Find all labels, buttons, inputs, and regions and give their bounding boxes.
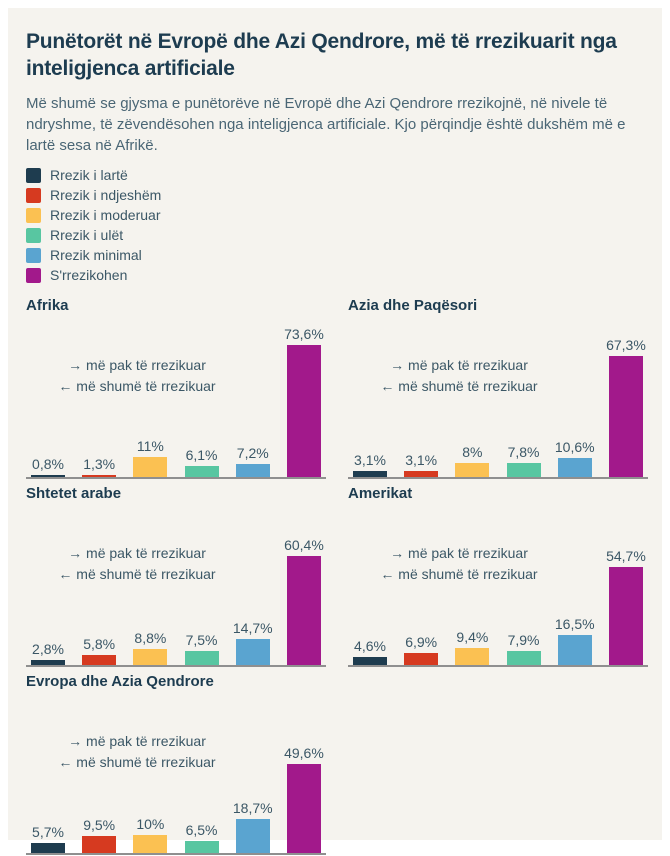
legend-label: Rrezik i lartë [50,167,128,184]
annotation-line-more-risk: ← më shumë të rrezikuar [380,566,538,583]
bar-group-rrezik-i-ndjesh-m [401,452,441,477]
bar-group-rrezik-i-lart [350,452,390,477]
annotation-line-less-risk: → më pak të rrezikuar [390,545,528,562]
bar-group-rrezik-minimal [233,620,273,665]
chart-plot [26,697,326,855]
bar-rrezik-i-lart [31,475,65,477]
legend-item-rrezik-i-ul-t [26,228,648,243]
bar-rrezik-i-ndjesh-m [82,475,116,477]
bar-rrezik-minimal [236,464,270,477]
legend-item-rrezik-minimal [26,248,648,263]
bar-group-rrezik-i-moderuar [452,629,492,665]
bar-value-label: 6,5% [185,822,218,839]
bar-value-label: 5,8% [83,636,116,653]
bar-rrezik-minimal [558,458,592,477]
bar-rrezik-i-ndjesh-m [404,653,438,665]
bar-value-label: 10% [136,816,165,833]
legend-swatch [26,188,41,203]
bar-value-label: 7,2% [236,445,269,462]
legend-label: Rrezik minimal [50,247,142,264]
bar-value-label: 2,8% [32,641,64,658]
legend-swatch [26,168,41,183]
bar-s-rrezikohen [287,556,321,665]
bar-group-rrezik-minimal [555,616,595,665]
bar-group-rrezik-i-lart [28,641,68,665]
legend-item-rrezik-i-lart [26,168,648,183]
bar-value-label: 67,3% [606,337,646,354]
annotation-line-less-risk: → më pak të rrezikuar [68,733,206,750]
chart-title: Azia dhe Paqësori [348,297,478,315]
direction-annotation [363,543,555,585]
bar-rrezik-i-ul-t [185,651,219,665]
legend-label: Rrezik i moderuar [50,207,161,224]
chart-plot [26,321,326,479]
bar-rrezik-i-moderuar [133,457,167,477]
chart-azia-dhe-paq-sori [348,297,648,479]
bar-value-label: 4,6% [354,638,386,655]
bar-rrezik-i-lart [353,657,387,665]
bar-group-rrezik-i-ul-t [504,632,544,665]
annotation-line-less-risk: → më pak të rrezikuar [68,545,206,562]
bar-value-label: 6,9% [405,634,438,651]
bar-group-s-rrezikohen [606,337,646,477]
bar-rrezik-i-moderuar [455,463,489,477]
bar-rrezik-i-ul-t [185,841,219,853]
bar-value-label: 16,5% [554,616,595,633]
annotation-line-less-risk: → më pak të rrezikuar [390,357,528,374]
legend [26,168,648,283]
bar-value-label: 14,7% [232,620,273,637]
bar-group-rrezik-i-ndjesh-m [401,634,441,665]
annotation-line-less-risk: → më pak të rrezikuar [68,357,206,374]
chart-title: Amerikat [348,485,413,503]
bar-value-label: 7,8% [507,444,540,461]
charts-grid [26,297,648,855]
bar-s-rrezikohen [609,356,643,477]
bar-rrezik-minimal [236,639,270,665]
bar-value-label: 49,6% [284,745,324,762]
legend-item-rrezik-i-ndjesh-m [26,188,648,203]
legend-item-s-rrezikohen [26,268,648,283]
bar-group-rrezik-i-ndjesh-m [79,817,119,853]
bar-value-label: 7,9% [507,632,540,649]
annotation-line-more-risk: ← më shumë të rrezikuar [58,754,216,771]
bar-group-s-rrezikohen [284,537,324,665]
legend-swatch [26,208,41,223]
bar-group-rrezik-i-ul-t [182,822,222,853]
bar-s-rrezikohen [287,764,321,853]
legend-item-rrezik-i-moderuar [26,208,648,223]
bar-group-rrezik-minimal [555,439,595,477]
bar-rrezik-i-ul-t [507,463,541,477]
bar-rrezik-i-ndjesh-m [82,836,116,853]
direction-annotation [41,543,233,585]
chart-plot [348,509,648,667]
chart-amerikat [348,485,648,667]
bar-group-s-rrezikohen [606,548,646,665]
bar-value-label: 11% [136,438,164,455]
annotation-line-more-risk: ← më shumë të rrezikuar [58,566,216,583]
bar-group-rrezik-i-moderuar [130,438,170,477]
bar-value-label: 73,6% [284,326,324,343]
bar-rrezik-i-ul-t [507,651,541,665]
direction-annotation [363,355,555,397]
chart-plot [348,321,648,479]
bar-group-rrezik-minimal [233,800,273,853]
legend-label: Rrezik i ulët [50,227,124,244]
chart-shtetet-arabe [26,485,326,667]
bar-value-label: 60,4% [284,537,324,554]
chart-title: Afrika [26,297,69,315]
bar-value-label: 3,1% [354,452,386,469]
bar-group-rrezik-i-ndjesh-m [79,456,119,477]
chart-title: Evropa dhe Azia Qendrore [26,673,214,691]
bar-rrezik-i-lart [31,843,65,853]
page-title: Punëtorët në Evropë dhe Azi Qendrore, më të rrezikuarit nga inteligjenca artificiale [26,30,617,81]
bar-value-label: 8% [462,444,483,461]
bar-rrezik-i-moderuar [133,649,167,665]
bar-rrezik-i-moderuar [133,835,167,853]
bar-group-rrezik-minimal [233,445,273,477]
bar-value-label: 10,6% [554,439,595,456]
bar-value-label: 5,7% [32,824,64,841]
bar-s-rrezikohen [609,567,643,665]
bar-value-label: 8,8% [134,630,167,647]
bar-rrezik-i-ul-t [185,466,219,477]
bar-value-label: 18,7% [232,800,273,817]
bar-group-rrezik-i-moderuar [130,630,170,665]
bar-group-rrezik-i-ul-t [182,632,222,665]
bar-group-rrezik-i-lart [28,824,68,853]
chart-afrika [26,297,326,479]
bar-rrezik-i-lart [31,660,65,665]
bar-value-label: 1,3% [83,456,116,473]
bar-group-rrezik-i-ndjesh-m [79,636,119,665]
direction-annotation [41,355,233,397]
bar-rrezik-minimal [558,635,592,665]
legend-label: S'rrezikohen [50,267,128,284]
bar-value-label: 6,1% [185,447,218,464]
bar-value-label: 54,7% [606,548,646,565]
legend-label: Rrezik i ndjeshëm [50,187,162,204]
direction-annotation [41,731,233,773]
bar-group-s-rrezikohen [284,745,324,853]
page-subtitle: Më shumë se gjysma e punëtorëve në Evropë dhe Azi Qendrore rrezikojnë, në nivele të ndryshme, të zëvendësohen nga inteligjenca artificiale. Kjo përqindje është dukshëm më e lartë sesa në Afrikë. [26,94,626,155]
legend-swatch [26,228,41,243]
bar-group-s-rrezikohen [284,326,324,477]
bar-rrezik-i-lart [353,471,387,477]
bar-group-rrezik-i-lart [350,638,390,665]
legend-swatch [26,248,41,263]
bar-rrezik-i-ndjesh-m [82,655,116,665]
bar-value-label: 3,1% [405,452,438,469]
bar-s-rrezikohen [287,345,321,477]
bar-rrezik-i-moderuar [455,648,489,665]
annotation-line-more-risk: ← më shumë të rrezikuar [58,378,216,395]
chart-title: Shtetet arabe [26,485,122,503]
chart-card [8,8,662,840]
bar-rrezik-i-ndjesh-m [404,471,438,477]
bar-rrezik-minimal [236,819,270,853]
bar-group-rrezik-i-lart [28,456,68,477]
bar-value-label: 0,8% [32,456,64,473]
chart-plot [26,509,326,667]
bar-group-rrezik-i-ul-t [504,444,544,477]
bar-group-rrezik-i-moderuar [452,444,492,477]
bar-value-label: 7,5% [185,632,218,649]
annotation-line-more-risk: ← më shumë të rrezikuar [380,378,538,395]
bar-value-label: 9,5% [83,817,116,834]
legend-swatch [26,268,41,283]
bar-value-label: 9,4% [456,629,489,646]
chart-evropa-dhe-azia-qendrore [26,673,326,855]
bar-group-rrezik-i-ul-t [182,447,222,477]
